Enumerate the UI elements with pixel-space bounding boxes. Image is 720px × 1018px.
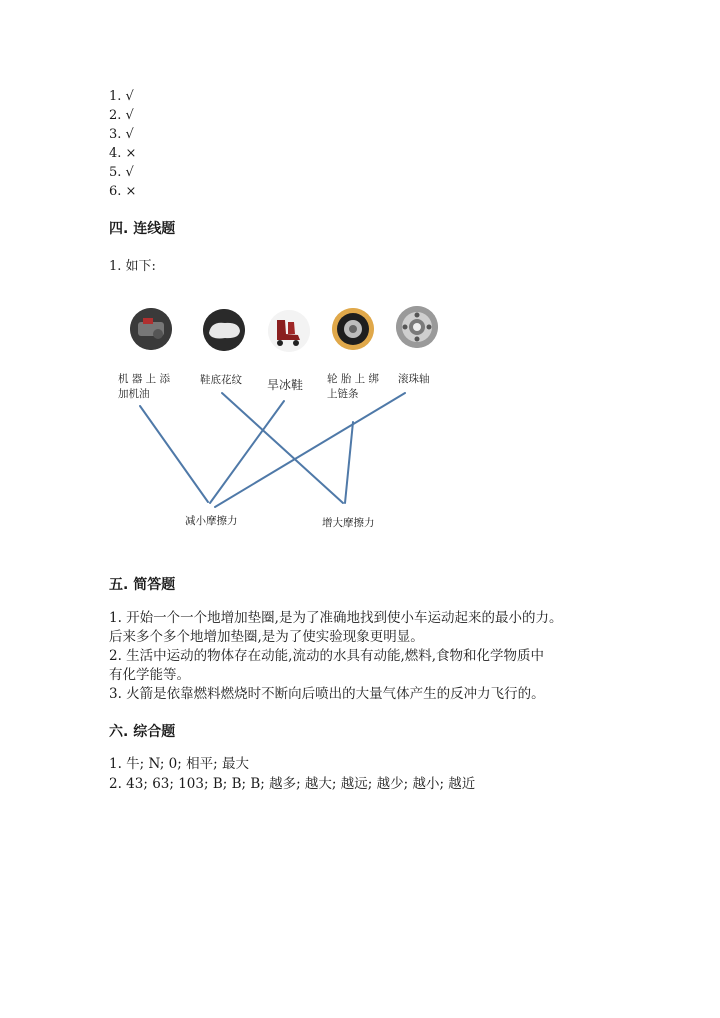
shoe-sole-icon [203,309,245,351]
item-label: 轮 胎 上 绑 上链条 [327,373,380,400]
machine-oil-icon [130,308,172,350]
ball-bearing-icon [396,306,438,348]
item-label: 旱冰鞋 [267,378,304,392]
section-heading: 六. 综合题 [109,724,176,740]
answer-line: 1. √ [109,89,134,104]
target-label-increase: 增大摩擦力 [322,517,375,529]
answer-text: 有化学能等。 [109,667,190,683]
answer-text: 1. 开始一个一个地增加垫圈,是为了准确地找到使小车运动起来的最小的力。 [109,610,563,626]
target-label-reduce: 减小摩擦力 [185,515,238,527]
answer-text: 2. 生活中运动的物体存在动能,流动的水具有动能,燃料,食物和化学物质中 [109,648,545,664]
section-heading: 四. 连线题 [109,221,176,237]
section-heading: 五. 简答题 [109,577,176,593]
match-line [140,406,208,502]
answer-line: 6. × [109,184,137,199]
section-intro: 1. 如下: [109,259,156,274]
match-line [222,393,343,503]
answer-line: 4. × [109,146,137,161]
match-line [345,422,353,503]
answer-text: 后来多个多个地增加垫圈,是为了使实验现象更明显。 [109,629,424,645]
answer-text: 3. 火箭是依靠燃料燃烧时不断向后喷出的大量气体产生的反冲力飞行的。 [109,686,545,702]
match-line [210,401,284,503]
tire-chain-icon [332,308,374,350]
match-line [215,393,405,507]
ice-skate-icon [268,310,310,352]
answer-text: 2. 43; 63; 103; B; B; B; 越多; 越大; 越远; 越少; 越小; 越近 [109,776,476,792]
answer-line: 2. √ [109,108,134,123]
item-label: 鞋底花纹 [200,374,242,386]
answer-line: 3. √ [109,127,134,142]
answer-text: 1. 牛; N; 0; 相平; 最大 [109,756,249,772]
item-label: 滚珠轴 [398,373,430,385]
item-label: 机 器 上 添 加机油 [118,373,171,400]
answer-line: 5. √ [109,165,134,180]
